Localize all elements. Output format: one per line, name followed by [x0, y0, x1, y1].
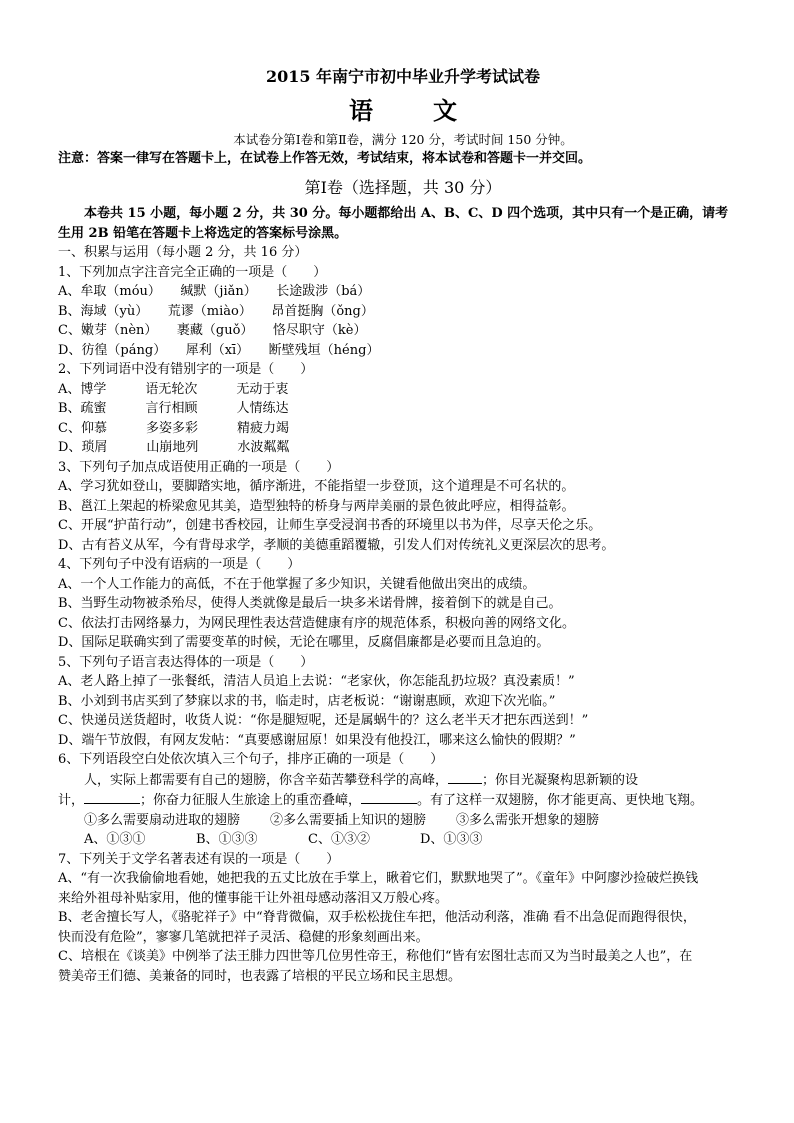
passage-text: ；你目光凝聚构思新颖的设 [482, 772, 639, 788]
question-4-option-b: B、当野生动物被杀殆尽，使得人类就像是最后一块多米诺骨牌，接着倒下的就是自己。 [58, 596, 562, 611]
question-6-passage-line2 [58, 790, 748, 811]
question-5-option-b: B、小刘到书店买到了梦寐以求的书，临走时，店老板说：“谢谢惠顾，欢迎下次光临。” [58, 693, 556, 709]
section-title: 第Ⅰ卷（选择题，共 30 分） [304, 178, 502, 197]
question-3-stem: 3、下列句子加点成语使用正确的一项是（ ） [58, 459, 340, 475]
question-4-stem: 4、下列句子中没有语病的一项是（ ） [58, 557, 301, 572]
section-instructions-line2: 生用 2B 铅笔在答题卡上将选定的答案标号涂黑。 [58, 225, 348, 241]
question-6-passage-line1 [58, 770, 748, 791]
question-6-option-b: B、①③③ [196, 832, 258, 847]
section-instructions-line1: 本卷共 15 小题，每小题 2 分，共 30 分。每小题都给出 A、B、C、D 四个选项，其中只有一个是正确，请考 [84, 206, 729, 221]
question-2-stem: 2、下列词语中没有错别字的一项是（ ） [58, 362, 314, 377]
question-4-option-c: C、依法打击网络暴力，为网民理性表达营造健康有序的规范体系，积极向善的网络文化。 [58, 615, 575, 631]
exam-notice: 注意：答案一律写在答题卡上，在试卷上作答无效，考试结束，将本试卷和答题卡一并交回。 [58, 151, 592, 166]
answer-blank-3 [361, 790, 417, 804]
question-6-option-d: D、①③③ [420, 832, 483, 847]
question-7-option-a-line1: A、“有一次我偷偷地看她，她把我的五丈比放在手掌上，瞅着它们，默默地哭了”。《童年》中阿廖沙捡破烂换钱 [58, 871, 699, 886]
question-5-option-c: C、快递员送货超时，收货人说：“你是腿短呢，还是属蜗牛的？这么老半天才把东西送到！” [58, 713, 589, 728]
exam-title: 2015 年南宁市初中毕业升学考试试卷 [265, 67, 541, 86]
question-2-option-b: B、疏蜜 言行相顾 人情练达 [58, 401, 289, 416]
sentence-1: ①多么需要扇动进取的翅膀 [84, 812, 241, 828]
exam-info: 本试卷分第Ⅰ卷和第Ⅱ卷，满分 120 分，考试时间 150 分钟。 [233, 132, 573, 147]
question-1-stem: 1、下列加点字注音完全正确的一项是（ ） [58, 264, 327, 280]
exam-page [58, 66, 748, 986]
passage-text: 。有了这样一双翅膀，你才能更高、更快地飞翔。 [417, 793, 704, 808]
question-7-option-c-line2: 赞美帝王们德、美兼备的同时，也表露了培根的平民立场和民主思想。 [58, 968, 462, 984]
question-5-option-d: D、端午节放假，有网友发帖：“真要感谢屈原！如果没有他投江，哪来这么愉快的假期？” [58, 732, 576, 748]
question-7-option-b-line2: 快而没有危险”，寥寥几笔就把祥子灵活、稳健的形象刻画出来。 [58, 929, 429, 945]
question-6-options [58, 830, 748, 850]
passage-text: 人，实际上都需要有自己的翅膀，你含辛茹苦攀登科学的高峰， [84, 772, 449, 788]
question-5-stem: 5、下列句子语言表达得体的一项是（ ） [58, 654, 314, 670]
question-3-option-b: B、邕江上架起的桥梁愈见其美，造型独特的桥身与两岸美丽的景色彼此呼应，相得益彰。 [58, 498, 575, 514]
answer-blank-2 [84, 790, 140, 804]
question-1-option-b: B、海域（yù） 荒谬（miào） 昂首挺胸（ǒng） [58, 303, 374, 319]
question-3-option-a: A、学习犹如登山，要脚踏实地，循序渐进，不能指望一步登顶，这个道理是不可名状的。 [58, 479, 575, 494]
question-7-stem: 7、下列关于文学名著表述有误的一项是（ ） [58, 851, 340, 867]
question-7-option-c-line1: C、培根在《谈美》中例举了法王腓力四世等几位男性帝王，称他们“皆有宏图壮志而又为当时最美之人也”，在 [58, 949, 693, 964]
question-7-option-b-line1: B、老舍擅长写人，《骆驼祥子》中“脊背微偏，双手松松拢住车把，他活动利落，准确 看不出急促而跑得很快， [58, 910, 696, 925]
question-4-option-a: A、一个人工作能力的高低，不在于他掌握了多少知识，关键看他做出突出的成绩。 [58, 576, 536, 592]
question-6-sentences [58, 811, 748, 831]
question-4-option-d: D、国际足联确实到了需要变革的时候，无论在哪里，反腐倡廉都是必要而且急迫的。 [58, 635, 550, 650]
question-5-option-a: A、老人路上掉了一张餐纸，清洁人员追上去说：“老家伙，你怎能乱扔垃圾？真没素质！” [58, 674, 575, 689]
passage-text: ；你奋力征服人生旅途上的重峦叠嶂， [140, 793, 362, 808]
sentence-2: ②多么需要插上知识的翅膀 [270, 812, 427, 828]
question-1-option-c: C、嫩芽（nèn） 裹藏（guǒ） 恪尽职守（kè） [58, 323, 367, 338]
question-2-option-c: C、仰慕 多姿多彩 精疲力竭 [58, 420, 289, 436]
question-1-option-d: D、彷徨（páng） 犀利（xī） 断壁残垣（héng） [58, 342, 380, 358]
question-7-option-a-line2: 来给外祖母补贴家用，他的懂事能干让外祖母感动落泪又万般心疼。 [58, 890, 449, 906]
question-6-option-c: C、①③② [308, 832, 370, 847]
answer-blank-1 [448, 770, 482, 784]
sentence-3: ③多么需张开想象的翅膀 [456, 812, 600, 828]
question-1-option-a: A、牟取（móu） 缄默（jiǎn） 长途跋涉（bá） [58, 284, 371, 299]
question-2-option-d: D、琐屑 山崩地列 水波粼粼 [58, 440, 290, 455]
question-3-option-d: D、古有苔义从军，今有背母求学，孝顺的美德重蹈覆辙，引发人们对传统礼义更深层次的思考。 [58, 537, 615, 553]
question-2-option-a: A、博学 语无轮次 无动于衷 [58, 381, 289, 397]
question-3-option-c: C、开展“护苗行动”，创建书香校园，让师生享受浸润书香的环境里以书为伴，尽享天伦之乐。 [58, 518, 602, 533]
question-6-option-a: A、①③① [84, 832, 146, 847]
question-6-stem: 6、下列语段空白处依次填入三个句子，排序正确的一项是（ ） [58, 752, 444, 767]
part1-heading: 一、积累与运用（每小题 2 分，共 16 分） [58, 245, 308, 260]
passage-text: 计， [58, 793, 85, 808]
subject-title: 语文 [349, 96, 517, 125]
